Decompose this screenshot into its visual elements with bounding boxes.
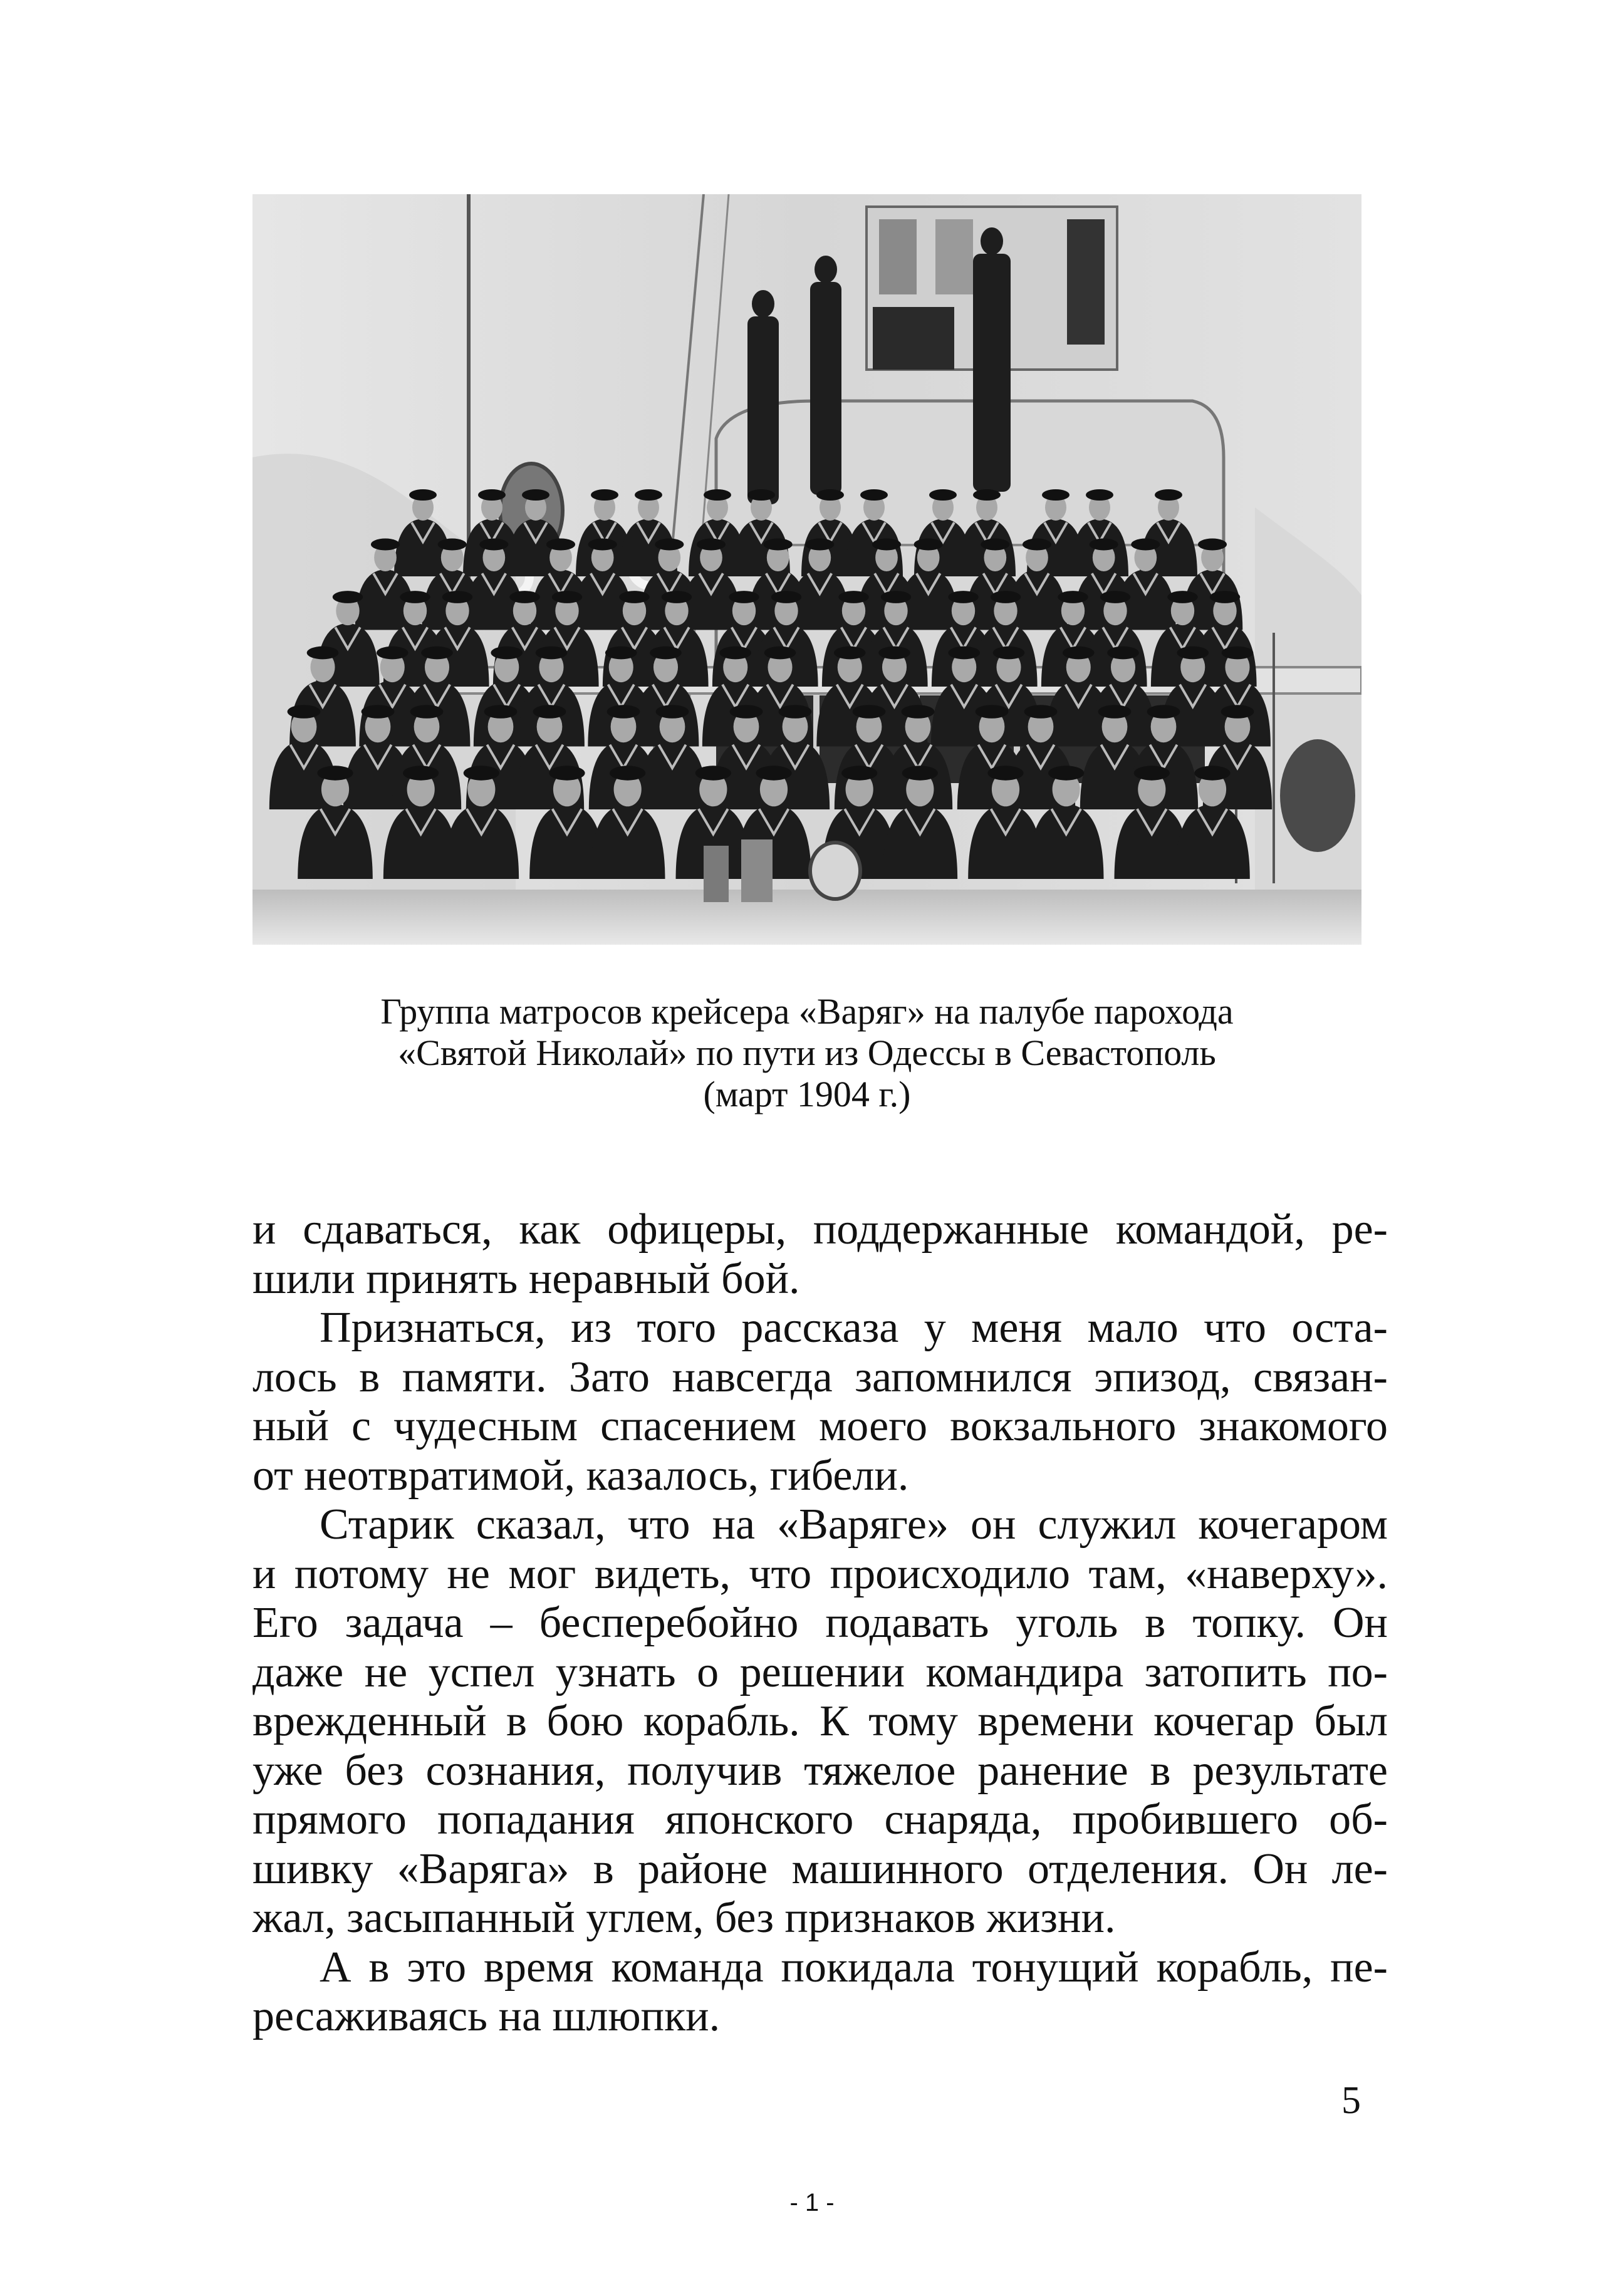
text-line: ресаживаясь на шлюпки.: [252, 1992, 721, 2040]
page-number: 5: [1341, 2079, 1361, 2122]
text-line: ный с чудесным спасением моего вокзального знакомого: [252, 1402, 1388, 1450]
text-line: А в это время команда покидала тонущий корабль, пе-: [320, 1943, 1388, 1992]
text-line: Его задача – бесперебойно подавать уголь в топку. Он: [252, 1599, 1388, 1647]
text-line: шивку «Варяга» в районе машинного отделения. Он ле-: [252, 1844, 1388, 1893]
sailors-photo: [252, 194, 1361, 945]
photo-group-of-sailors-icon: [252, 194, 1361, 945]
text-line: прямого попадания японского снаряда, пробившего об-: [252, 1795, 1388, 1844]
body-text: [252, 1205, 1388, 2042]
caption-line: (март 1904 г.): [703, 1074, 911, 1114]
text-line: врежденный в бою корабль. К тому времени кочегар был: [252, 1697, 1388, 1745]
text-line: Старик сказал, что на «Варяге» он служил кочегаром: [320, 1500, 1388, 1549]
text-line: от неотвратимой, казалось, гибели.: [252, 1451, 909, 1500]
photo-caption: [252, 991, 1361, 1115]
text-line: Признаться, из того рассказа у меня мало что оста-: [320, 1304, 1388, 1352]
text-line: лось в памяти. Зато навсегда запомнился эпизод, связан-: [252, 1353, 1388, 1401]
text-line: и потому не мог видеть, что происходило там, «наверху».: [252, 1549, 1388, 1598]
caption-line: «Святой Николай» по пути из Одессы в Севастополь: [398, 1032, 1216, 1073]
text-line: шили принять неравный бой.: [252, 1254, 800, 1303]
caption-line: Группа матросов крейсера «Варяг» на палубе парохода: [380, 991, 1234, 1032]
footer-page-number: - 1 -: [789, 2189, 835, 2216]
text-line: и сдаваться, как офицеры, поддержанные командой, ре-: [252, 1205, 1388, 1254]
text-line: жал, засыпанный углем, без признаков жизни.: [252, 1894, 1116, 1942]
text-line: уже без сознания, получив тяжелое ранение в результате: [252, 1746, 1388, 1795]
text-line: даже не успел узнать о решении командира затопить по-: [252, 1648, 1388, 1696]
